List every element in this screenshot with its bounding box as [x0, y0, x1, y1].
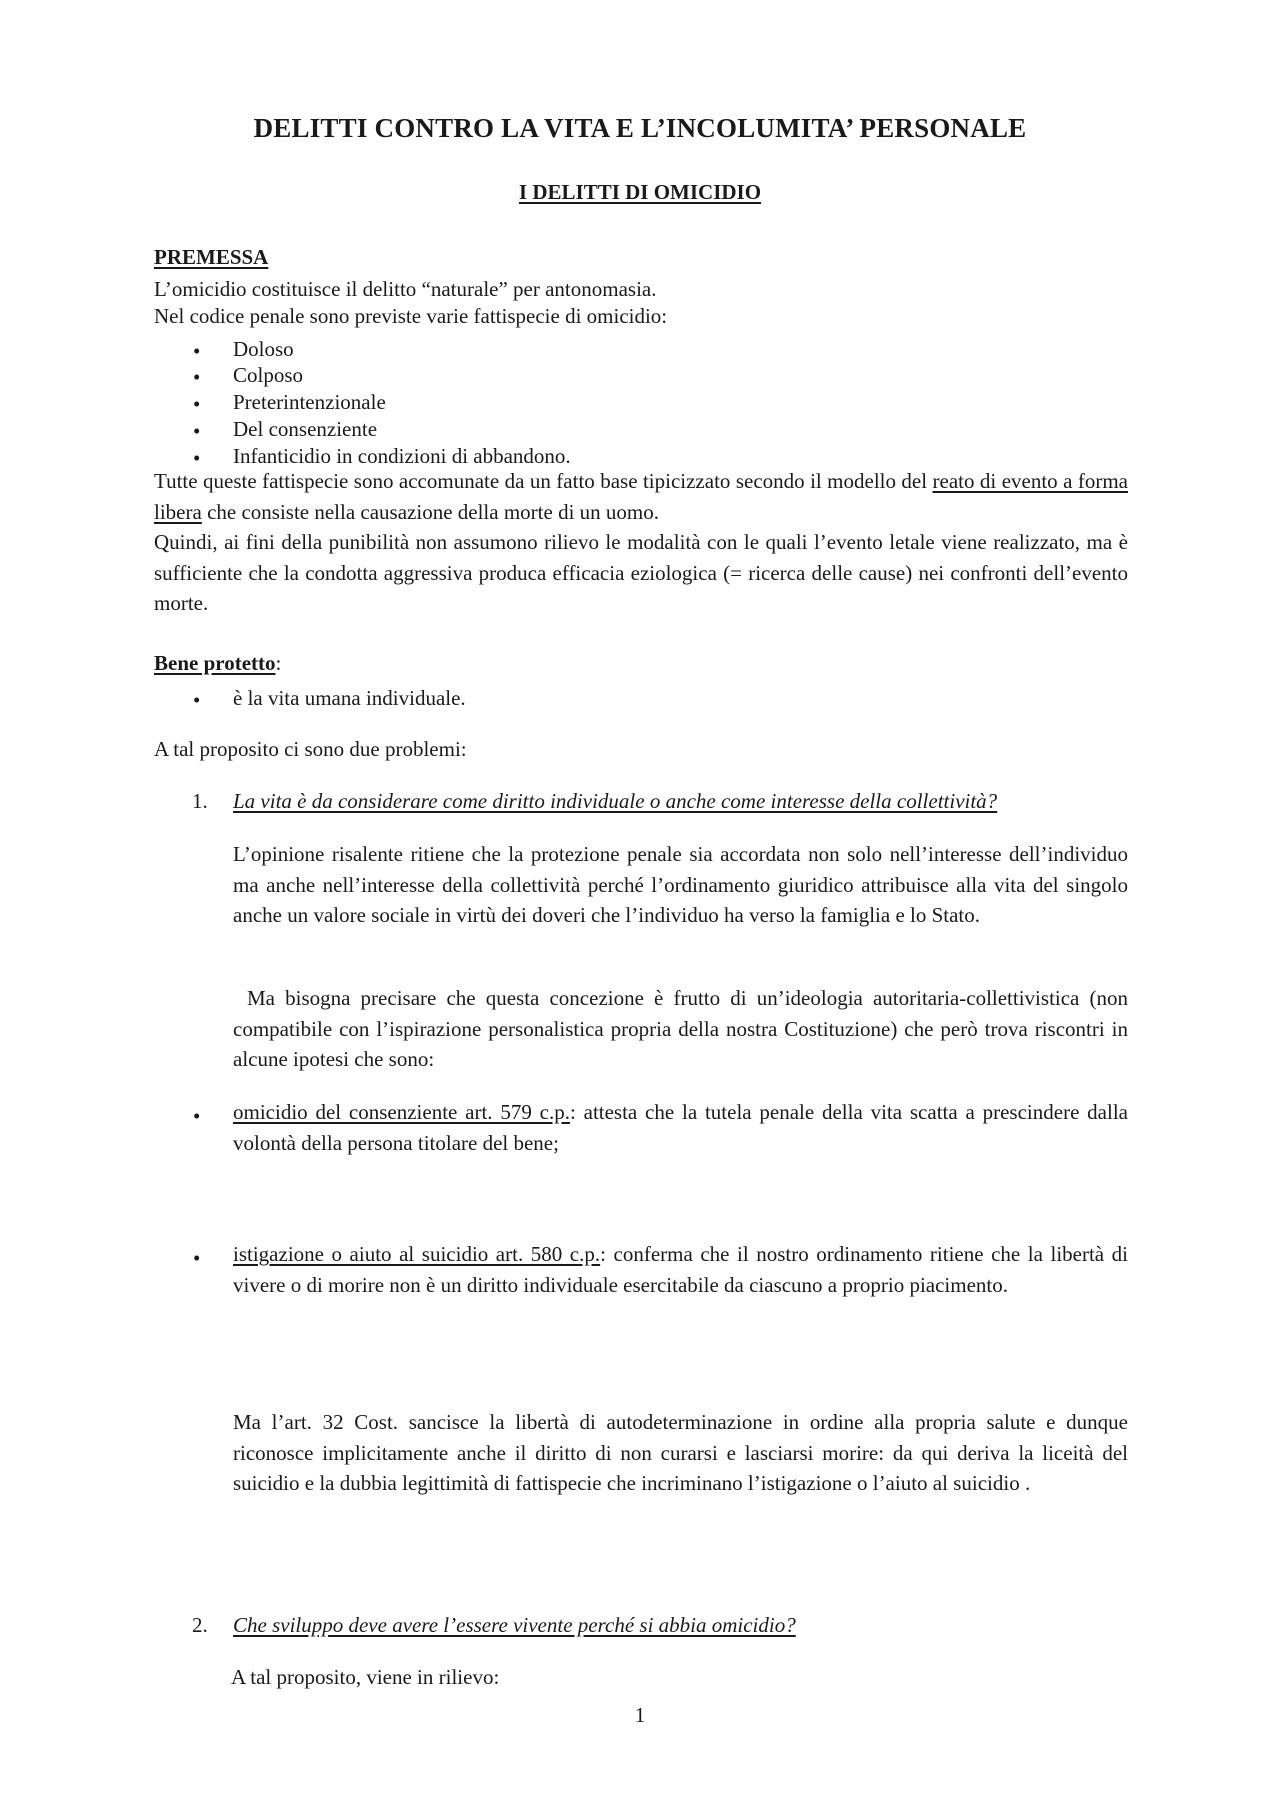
suicidio-bullet-text: [233, 1239, 1128, 1300]
document-title: DELITTI CONTRO LA VITA E L’INCOLUMITA’ PERSONALE: [253, 113, 1027, 143]
question-2-number: 2.: [192, 1613, 208, 1637]
question-1-paragraph-1: L’opinione risalente ritiene che la protezione penale sia accordata non solo nell’interesse dell’individuo ma anche nell’interesse della collettività perché l’ordinamento giuridico attribuisce alla vita del singolo anche un valore sociale in virtù dei doveri che l’individuo ha verso la famiglia e lo Stato.: [233, 842, 1128, 927]
question-1-number: 1.: [192, 789, 208, 813]
bullet-icon: •: [193, 446, 201, 470]
question-2-text: Che sviluppo deve avere l’essere vivente perché si abbia omicidio?: [233, 1613, 796, 1637]
bullet-icon: •: [193, 419, 201, 443]
bullet-icon: •: [193, 392, 201, 416]
bene-protetto-item: è la vita umana individuale.: [233, 686, 466, 710]
section-title: I DELITTI DI OMICIDIO: [518, 180, 762, 204]
paragraph-text: Tutte queste fattispecie sono accomunate da un fatto base tipicizzato secondo il modello del: [154, 469, 928, 493]
heading-colon: :: [275, 651, 282, 675]
reato-evento-term: reato di evento a forma libera: [154, 469, 1128, 524]
list-item: Infanticidio in condizioni di abbandono.: [233, 444, 571, 468]
bullet-icon: •: [193, 339, 201, 363]
bene-protetto-heading-line: [154, 651, 281, 676]
bene-protetto-heading: Bene protetto: [154, 651, 276, 675]
list-item: Doloso: [233, 337, 294, 361]
paragraph-text: che consiste nella causazione della morte di un uomo.: [207, 499, 659, 524]
premessa-paragraph-2: Quindi, ai fini della punibilità non assumono rilievo le modalità con le quali l’evento letale viene realizzato, ma è sufficiente che la condotta aggressiva produca efficacia eziologica (= ricerca delle cause) nei confronti dell’evento morte.: [154, 530, 1128, 615]
question-2-intro: A tal proposito, viene in rilievo:: [231, 1665, 500, 1689]
bullet-icon: •: [193, 1246, 201, 1270]
page-number: 1: [634, 1703, 646, 1727]
list-item: Del consenziente: [233, 417, 378, 441]
question-1-text: La vita è da considerare come diritto individuale o anche come interesse della collettività?: [233, 789, 998, 813]
premessa-line-1: L’omicidio costituisce il delitto “naturale” per antonomasia.: [154, 277, 657, 301]
bullet-icon: •: [193, 1104, 201, 1128]
art-580-label: istigazione o aiuto al suicidio art. 580 c.p.: [233, 1242, 601, 1266]
bullet-icon: •: [193, 365, 201, 389]
paragraph-text: : conferma che il nostro ordinamento ritiene che la libertà di vivere o di morire non è un diritto individuale esercitabile da ciascuno a proprio piacimento.: [233, 1242, 1128, 1297]
premessa-paragraph-1: [154, 466, 1128, 527]
premessa-line-2: Nel codice penale sono previste varie fattispecie di omicidio:: [154, 304, 668, 328]
bullet-icon: •: [193, 688, 201, 712]
paragraph-text: : attesta che la tutela penale della vita scatta a prescindere dalla volontà della persona titolare del bene;: [233, 1100, 1128, 1155]
list-item: Preterintenzionale: [233, 390, 386, 414]
consenziente-bullet-text: [233, 1097, 1128, 1158]
premessa-heading: PREMESSA: [154, 245, 269, 269]
list-item: Colposo: [233, 363, 304, 387]
problems-intro: A tal proposito ci sono due problemi:: [154, 737, 467, 761]
question-1-paragraph-3: Ma l’art. 32 Cost. sancisce la libertà di autodeterminazione in ordine alla propria salute e dunque riconosce implicitamente anche il diritto di non curarsi e lasciarsi morire: da qui deriva la liceità del suicidio e la dubbia legittimità di fattispecie che incriminano l’istigazione o l’aiuto al suicidio .: [233, 1410, 1128, 1495]
question-1-paragraph-2: Ma bisogna precisare che questa concezione è frutto di un’ideologia autoritaria-collettivistica (non compatibile con l’ispirazione personalistica propria della nostra Costituzione) che però trova riscontri in alcune ipotesi che sono:: [233, 986, 1128, 1071]
art-579-label: omicidio del consenziente art. 579 c.p.: [233, 1100, 570, 1124]
